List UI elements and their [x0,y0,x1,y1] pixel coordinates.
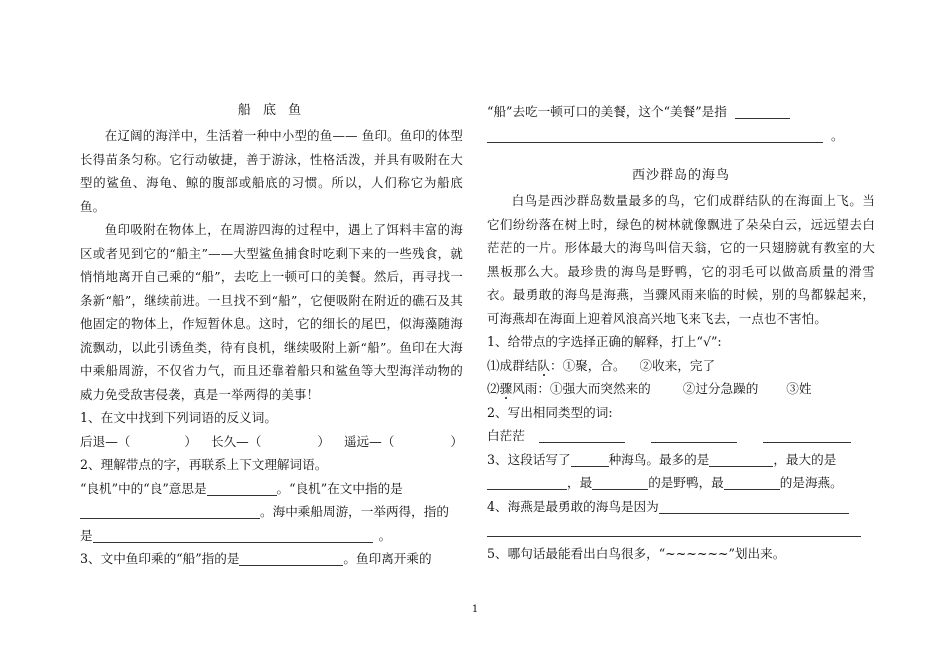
answer-blank[interactable] [651,428,737,443]
passage-paragraph-right: 白鸟是西沙群岛数量最多的鸟，它们成群结队的在海面上飞。当它们纷纷落在树上时，绿色的树林就像飘进了朵朵白云，远远望去白茫茫的一片。形体最大的海鸟叫信天翁，它的一只翅膀就有教室的大黑板那么大。最珍贵的海鸟是野鸭，它的羽毛可以做高质量的滑雪衣。最勇敢的海鸟是海燕，当骤风雨来临的时候，别的鸟都躲起来，可海燕却在海面上迎着风浪高兴地飞来飞去，一点也不害怕。 [487,193,875,326]
q3-line-2-right: ，最 的是野鸭，最 的是海燕。 [487,471,875,495]
answer-blank[interactable] [487,128,823,143]
answer-blank[interactable] [571,452,609,467]
answer-blank[interactable] [724,475,780,490]
q3-line-left: 3、文中鱼印乘的“船”指的是 。鱼印离开乘的 [80,551,432,566]
passage-paragraph-2: 鱼印吸附在物体上，在周游四海的过程中，遇上了饵料丰富的海区或者见到它的“船主”——大型鲨鱼捕食时吃剩下来的一些残食，就悄悄地离开自己乘的“船”，去吃上一顿可口的美餐。然后，再寻找一条新“船”，继续前进。一旦找不到“船”，它便吸附在附近的礁石及其他固定的物体上，作短暂休息。这时，它的细长的尾巴，似海藻随海流飘动，以此引诱鱼类，待有良机，继续吸附上新“船”。鱼印在大海中乘船周游，不仅省力气，而且还靠着船只和鲨鱼等大型海洋动物的威力免受敌害侵袭，真是一举两得的美事！ [80,222,463,402]
q1-option-row-b: ⑵骤风雨：①强大而突然来的 ②过分急躁的 ③姓 [487,381,812,396]
passage-title-left: 船 底 鱼 [237,103,306,118]
left-column [80,98,463,571]
page-number: 1 [471,604,479,615]
question-1-left: 1、在文中找到下列词语的反义词。 [80,410,277,425]
q2-line-1: “良机”中的“良”意思是 。“良机”在文中指的是 [80,480,403,496]
answer-blank[interactable] [659,499,849,514]
q4-line: 4、海燕是最勇敢的海鸟是因为 [487,495,875,519]
answer-blank[interactable] [80,504,260,519]
right-column [487,100,875,565]
answer-blank[interactable] [487,522,861,537]
q1-option-row-a: ⑴成群结队：①聚，合。 ②收来，完了 [487,357,716,373]
answer-blank[interactable] [239,551,343,566]
answer-blank[interactable] [93,528,373,543]
answer-blank[interactable] [763,428,851,443]
q2-line-2: 。海中乘船周游，一举两得，指的 [80,500,463,524]
continuation-line-2: 。 [487,124,875,148]
question-2-left: 2、理解带点的字，再联系上下文理解词语。 [80,457,328,472]
answer-blank[interactable] [207,481,277,496]
answer-blank[interactable] [592,475,648,490]
q4-answer-line [487,518,875,542]
question-2-right: 2、写出相同类型的词: [487,404,613,420]
answer-blank[interactable] [539,428,625,443]
question-1-right: 1、给带点的字选择正确的解释，打上“√”: [487,334,722,349]
passage-title-right: 西沙群岛的海鸟 [631,168,730,183]
q3-line-1-right: 3、这段话写了 种海鸟。最多的是 ，最大的是 [487,451,837,467]
question-5-right: 5、哪句话最能看出白鸟很多，“~~~~~~”划出来。 [487,545,786,561]
q2-line-3: 是 。 [80,527,392,543]
continuation-line: “船”去吃一顿可口的美餐，这个“美餐”是指 [487,100,875,124]
answer-blank[interactable] [487,475,567,490]
passage-paragraph-1: 在辽阔的海洋中，生活着一种中小型的鱼—— 鱼印。鱼印的体型长得苗条匀称。它行动敏捷，善于游泳，性格活泼，并具有吸附在大型的鲨鱼、海龟、鲸的腹部或船底的习惯。所以，人们称它为船底鱼。 [80,128,463,214]
answer-blank[interactable] [709,452,773,467]
q2-word-row: 白茫茫 [487,424,875,448]
answer-blank[interactable] [735,104,790,119]
antonym-row: 后退—（ ） 长久—（ ） 遥远—（ ） [80,433,463,449]
